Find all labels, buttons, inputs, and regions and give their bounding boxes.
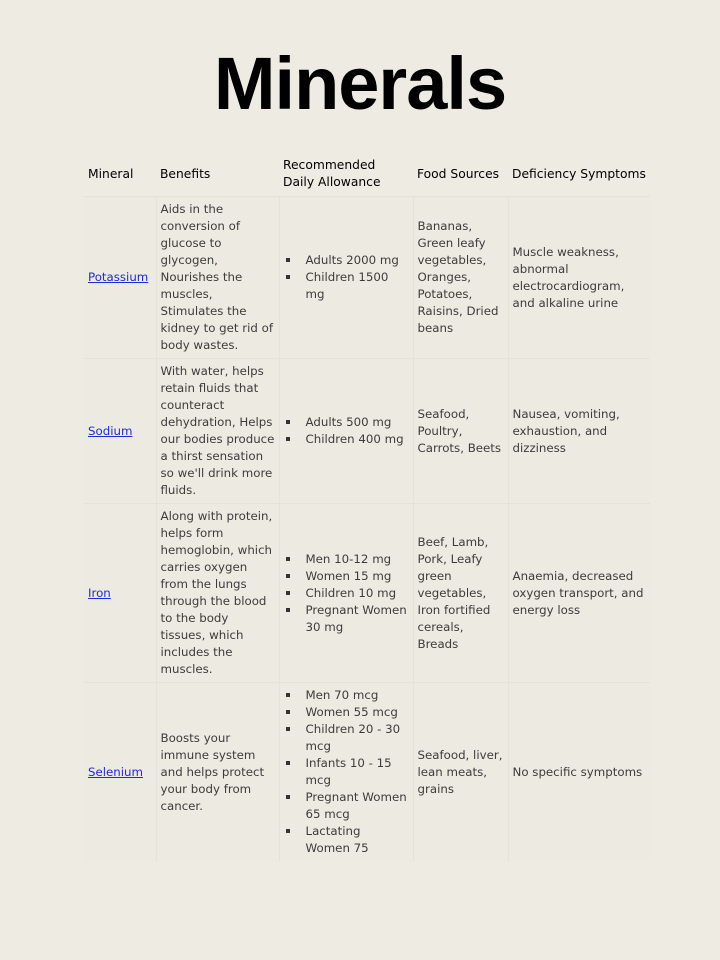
food-sources-cell: Beef, Lamb, Pork, Leafy green vegetables, Iron fortified cereals, Breads <box>413 504 508 683</box>
rda-list <box>282 414 409 448</box>
header-rda: Recommended Daily Allowance <box>283 158 381 189</box>
deficiency-cell: Muscle weakness, abnormal electrocardiogram, and alkaline urine <box>508 197 650 359</box>
rda-cell <box>279 683 413 862</box>
mineral-link-sodium[interactable]: Sodium <box>88 423 133 438</box>
table-header-row <box>84 152 650 197</box>
food-sources-cell: Bananas, Green leafy vegetables, Oranges, Potatoes, Raisins, Dried beans <box>413 197 508 359</box>
mineral-cell <box>84 683 156 862</box>
rda-item: Children 1500 mg <box>306 269 409 303</box>
mineral-cell <box>84 197 156 359</box>
rda-item: Pregnant Women 30 mg <box>305 602 407 634</box>
deficiency-cell: No specific symptoms <box>508 683 650 862</box>
deficiency-cell: Nausea, vomiting, exhaustion, and dizziness <box>508 359 650 504</box>
mineral-link-selenium[interactable]: Selenium <box>88 764 144 779</box>
mineral-cell <box>84 359 156 504</box>
table-row <box>84 504 650 683</box>
rda-list <box>282 551 409 636</box>
food-sources-cell: Seafood, liver, lean meats, grains <box>413 683 508 862</box>
mineral-link-iron[interactable]: Iron <box>88 585 111 600</box>
rda-item: Adults 2000 mg <box>306 252 409 269</box>
rda-item: Adults 500 mg <box>306 414 409 431</box>
minerals-table <box>84 152 650 861</box>
rda-item: Children 10 mg <box>306 585 409 602</box>
rda-cell <box>279 197 413 359</box>
table-row <box>84 197 650 359</box>
rda-list <box>282 687 409 857</box>
rda-item: Women 15 mg <box>306 568 409 585</box>
benefits-cell: Aids in the conversion of glucose to glycogen, Nourishes the muscles, Stimulates the kidney to get rid of body wastes. <box>156 197 279 359</box>
mineral-cell <box>84 504 156 683</box>
rda-item: Pregnant Women 65 mcg <box>305 790 407 821</box>
rda-item: Children 20 - 30 mcg <box>306 721 409 755</box>
benefits-cell: With water, helps retain fluids that counteract dehydration, Helps our bodies produce a thirst sensation so we'll drink more fluids. <box>156 359 279 504</box>
rda-list <box>282 252 409 303</box>
deficiency-cell: Anaemia, decreased oxygen transport, and energy loss <box>508 504 650 683</box>
header-mineral: Mineral <box>88 166 134 181</box>
rda-cell <box>279 504 413 683</box>
header-deficiency-symptoms: Deficiency Symptoms <box>512 166 646 181</box>
rda-item: Men 70 mcg <box>306 687 409 704</box>
rda-item: Men 10-12 mg <box>306 551 409 568</box>
header-benefits: Benefits <box>160 166 211 181</box>
rda-item: Women 55 mcg <box>306 704 409 721</box>
benefits-cell: Boosts your immune system and helps protect your body from cancer. <box>156 683 279 862</box>
benefits-cell: Along with protein, helps form hemoglobin, which carries oxygen from the lungs through the blood to the body tissues, which includes the muscles. <box>156 504 279 683</box>
rda-item: Children 400 mg <box>306 431 409 448</box>
header-food-sources: Food Sources <box>417 166 500 181</box>
table-row <box>84 683 650 862</box>
food-sources-cell: Seafood, Poultry, Carrots, Beets <box>413 359 508 504</box>
table-row <box>84 359 650 504</box>
page-title: Minerals <box>213 42 507 125</box>
rda-item: Lactating Women 75 <box>306 823 409 857</box>
mineral-link-potassium[interactable]: Potassium <box>88 270 149 284</box>
rda-item: Infants 10 - 15 mcg <box>306 755 409 789</box>
rda-cell <box>279 359 413 504</box>
